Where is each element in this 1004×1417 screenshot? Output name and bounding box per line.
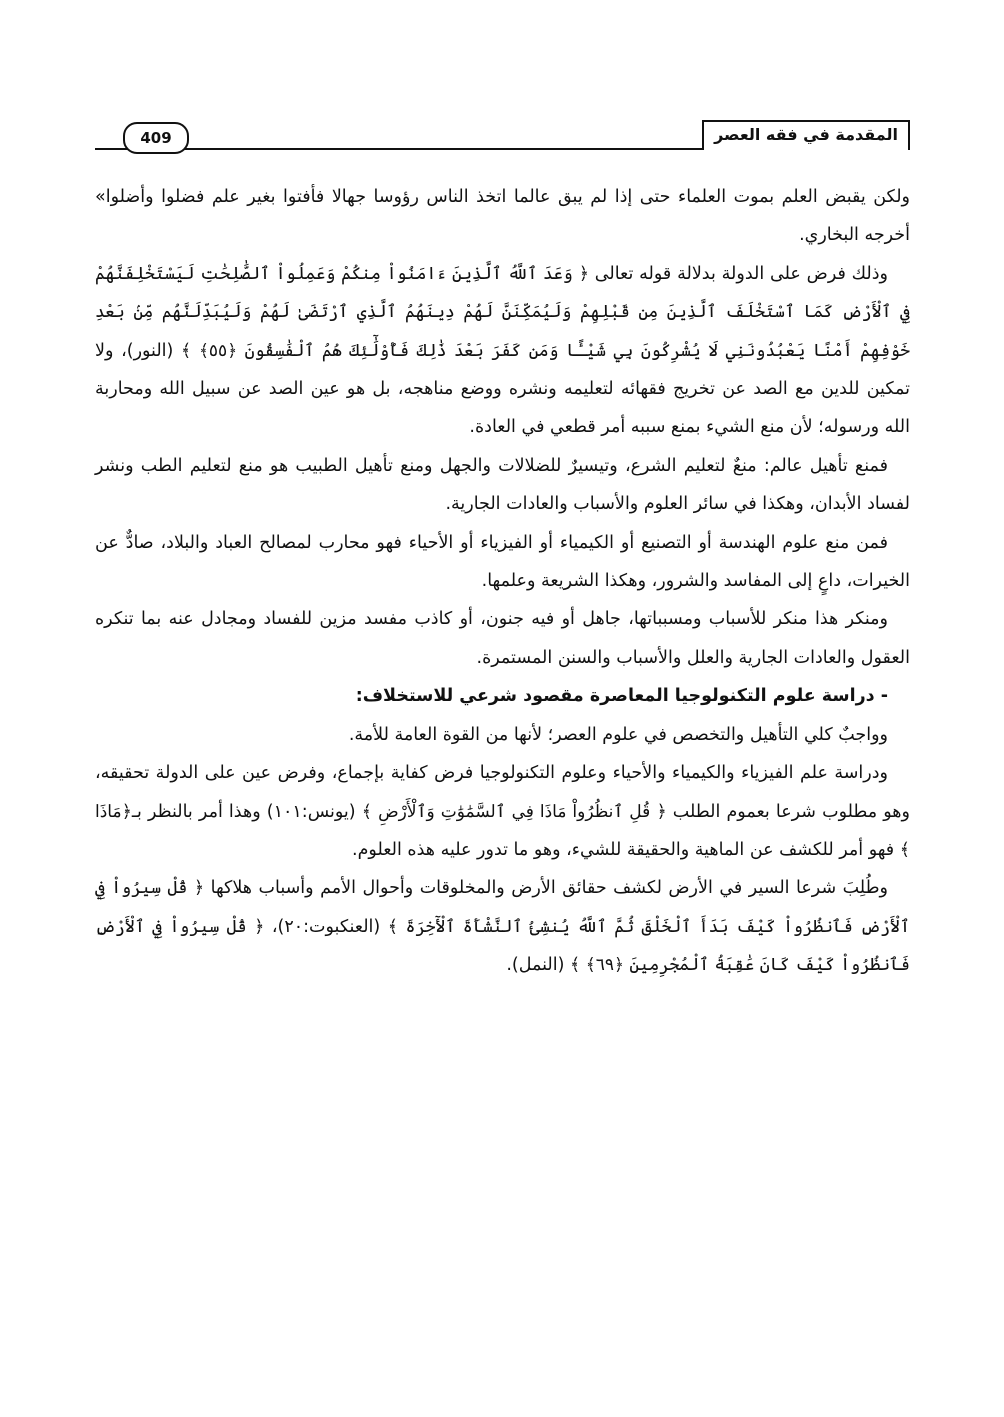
paragraph-text: فمنع تأهيل عالم: منعٌ لتعليم الشرع، وتيسيرٌ للضلالات والجهل ومنع تأهيل الطبيب هو منع لتعليم الطب ونشر لفساد الأبدان، وهكذا في سائر العلوم والأسباب والعادات الجارية.: [95, 455, 910, 515]
paragraph: [95, 754, 910, 869]
paragraph-text: ﴾ (العنكبوت:٢٠)، ﴿: [254, 916, 399, 937]
paragraph-text: ﴾ (النمل).: [506, 955, 581, 976]
paragraph-text: ﴾ فهو أمر للكشف عن الماهية والحقيقة للشيء، وهو ما تدور عليه هذه العلوم.: [352, 839, 910, 860]
paragraph: [95, 178, 910, 255]
quran-verse: قُلْ سِيرُواْ فِي ٱلْأَرْضِ فَٱنظُرُواْ كَيْفَ كَانَ عَٰقِبَةُ ٱلْمُجْرِمِينَ ﴿٦٩﴾: [95, 916, 910, 976]
paragraph-text: ومنكر هذا منكر للأسباب ومسبباتها، جاهل أو فيه جنون، أو كاذب مفسد مزين للفساد ومجادل عنه بما تنكره العقول والعادات الجارية والعلل والأسباب والسنن المستمرة.: [95, 609, 910, 668]
paragraph: [95, 716, 910, 754]
book-title: المقدمة في فقه العصر: [702, 120, 910, 150]
heading-text: - دراسة علوم التكنولوجيا المعاصرة مقصود شرعي للاستخلاف:: [355, 686, 888, 707]
paragraph: [95, 600, 910, 677]
quran-verse: وَعَدَ ٱللَّهُ ٱلَّذِينَ ءَامَنُواْ مِنكُمْ وَعَمِلُواْ ٱلصَّٰلِحَٰتِ لَيَسْتَخْلِفَنَّهُمْ فِي ٱلْأَرْضِ كَمَا ٱسْتَخْلَفَ ٱلَّذِينَ مِن قَبْلِهِمْ وَلَيُمَكِّنَنَّ لَهُمْ دِينَهُمُ ٱلَّذِي ٱرْتَضَىٰ لَهُمْ وَلَيُبَدِّلَنَّهُم مِّنۢ بَعْدِ خَوْفِهِمْ أَمْنًا يَعْبُدُونَنِي لَا يُشْرِكُونَ بِي شَيْـًٔا وَمَن كَفَرَ بَعْدَ ذَٰلِكَ فَأُوْلَٰٓئِكَ هُمُ ٱلْفَٰسِقُونَ ﴿٥٥﴾: [95, 263, 910, 361]
paragraph-text: ودراسة علم الفيزياء والكيمياء والأحياء وعلوم التكنولوجيا فرض كفاية بإجماع، وفرض عين على الدولة تحقيقه، وهو مطلوب شرعا بعموم الطلب ﴿: [95, 763, 910, 822]
paragraph-text: فمن منع علوم الهندسة أو التصنيع أو الكيمياء أو الفيزياء أو الأحياء فهو محارب لمصالح العباد والبلاد، صادٌّ عن الخيرات، داعٍ إلى المفاسد والشرور، وهكذا الشريعة وعلمها.: [95, 532, 910, 592]
quran-verse: قُلِ ٱنظُرُواْ مَاذَا فِي ٱلسَّمَٰوَٰتِ وَٱلْأَرْضِ: [378, 801, 651, 822]
paragraph-text: ﴾ (النور)، ولا تمكين للدين مع الصد عن تخريج فقهائه لتعليمه ونشره ووضع مناهجه، بل هو عين الصد عن سبيل الله ومحاربة الله ورسوله؛ لأن منع الشيء بمنع سببه أمر قطعي في العادة.: [95, 340, 910, 438]
quran-verse: مَاذَا: [95, 801, 122, 822]
page-number: 409: [123, 122, 189, 154]
paragraph-text: ﴾ (يونس:١٠١) وهذا أمر بالنظر بـ﴿: [121, 801, 372, 822]
quran-verse: قُلْ سِيرُواْ فِي ٱلْأَرْضِ فَٱنظُرُواْ كَيْفَ بَدَأَ ٱلْخَلْقَ ثُمَّ ٱللَّهُ يُنشِئُ ٱلنَّشْأَةَ ٱلْأٓخِرَةَ: [95, 878, 910, 937]
paragraph-text: وذلك فرض على الدولة بدلالة قوله تعالى ﴿: [578, 263, 888, 284]
paragraph-text: وطُلِبَ شرعا السير في الأرض لكشف حقائق الأرض والمخلوقات وأحوال الأمم وأسباب هلاكها ﴿: [193, 878, 888, 899]
paragraph-text: وواجبٌ كلي التأهيل والتخصص في علوم العصر؛ لأنها من القوة العامة للأمة.: [348, 724, 888, 745]
paragraph-text: ولكن يقبض العلم بموت العلماء حتى إذا لم يبق عالما اتخذ الناس رؤوسا جهالا فأفتوا بغير علم فضلوا وأضلوا» أخرجه البخاري.: [95, 187, 910, 246]
paragraph: [95, 869, 910, 984]
page-header: [95, 118, 910, 150]
section-heading: [95, 677, 910, 715]
paragraph: [95, 447, 910, 524]
paragraph: [95, 255, 910, 447]
paragraph: [95, 524, 910, 601]
page-body: [95, 178, 910, 985]
